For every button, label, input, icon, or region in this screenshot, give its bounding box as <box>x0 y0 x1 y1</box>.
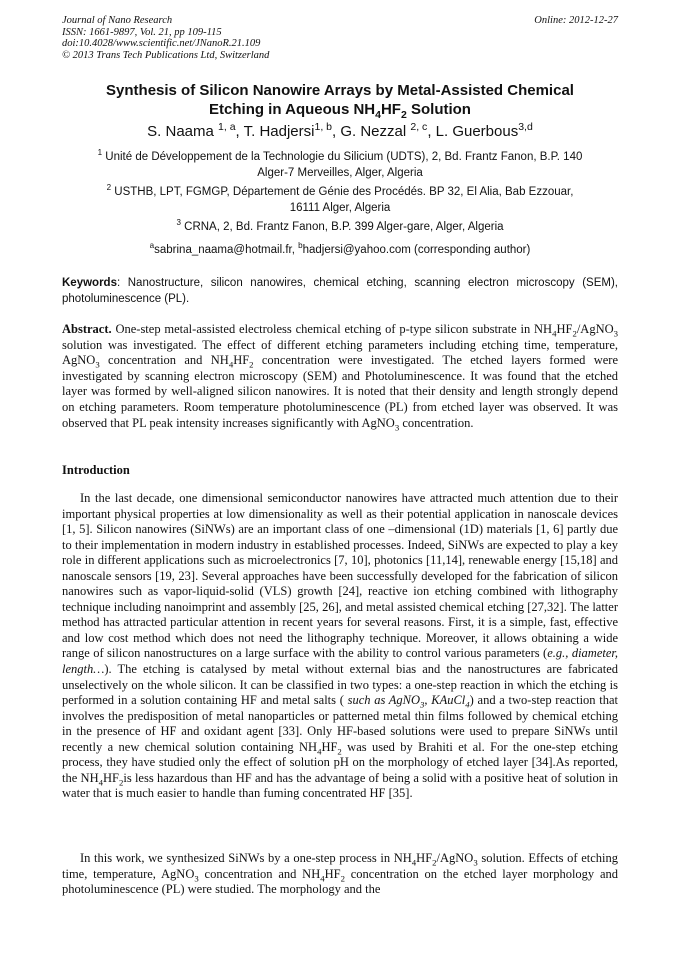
author-list <box>62 123 618 141</box>
abstract: Abstract. One-step metal-assisted electroless chemical etching of p-type silicon substrate in $NH_4HF_2/AgNO_3$ solution was investigated. The effect of different etching parameters including etching time, temperature, AgNO$_3$ concentration and $NH_4HF_2$ concentration were investigated. The etched layers formed were investigated by scanning electron microscopy (SEM) and Photoluminescence. It was found that the etched layer was formed by well-aligned silicon nanowires. It is noted that their density and length strongly depend on etching parameters. Room temperature photoluminescence (PL) from etched layer was observed. It was observed that PL peak intensity increases significantly with AgNO$_3$ concentration. <box>62 322 618 433</box>
online-date: Online: 2012-12-27 <box>534 15 618 26</box>
author: L. Guerbous$^{3,d}$ <box>435 121 533 140</box>
affiliation-3: $^3$ CRNA, 2, Bd. Frantz Fanon, B.P. 399 Alger-gare, Alger, Algeria <box>176 218 504 233</box>
title-line-1: Synthesis of Silicon Nanowire Arrays by Metal-Assisted Chemical <box>106 82 574 99</box>
journal-name: Journal of Nano Research <box>62 15 173 26</box>
title-line-2: Etching in Aqueous $NH_4HF_2$ Solution <box>209 101 471 121</box>
keywords-label: Keywords <box>62 277 117 289</box>
introduction-heading: Introduction <box>62 463 130 477</box>
journal-issn: ISSN: 1661-9897, Vol. 21, pp 109-115 <box>62 26 222 38</box>
email-line: $^a$sabrina_naama@hotmail.fr, $^b$hadjersi@yahoo.com (corresponding author) <box>149 241 531 256</box>
author: T. Hadjersi$^{1, b}$, <box>243 121 341 140</box>
author: S. Naama $^{1, a}$, <box>147 121 244 140</box>
author: G. Nezzal $^{2, c}$, <box>340 121 436 140</box>
email-link[interactable]: hadjersi@yahoo.com (corresponding author) <box>302 244 531 256</box>
journal-copyright: © 2013 Trans Tech Publications Ltd, Switzerland <box>62 49 270 61</box>
intro-paragraph-2: In this work, we synthesized SiNWs by a one-step process in $NH_4HF_2/AgNO_3$ solution. Effects of etching time, temperature, AgNO$_3$ concentration and $NH_4HF_2$ concentration on the etched layer morphology and photoluminescence (PL) were studied. The morphology and the <box>62 851 618 897</box>
intro-paragraph-1: In the last decade, one dimensional semiconductor nanowires have attracted much attention due to their important physical properties at low dimensionality as well as their potential application in nanoscale devices [1, 5]. Silicon nanowires (SiNWs) are an important class of one –dimensional (1D) materials [1, 6] partly due to their implementation in modern industry in established processes. Indeed, SiNWs are expected to play a key role in different applications such as microelectronics [7, 10], photonics [11,14], renewable energy [15,18] and nanoscale sensors [19, 23]. Several approaches have been successfully developed for the fabrication of silicon nanowires such as vapor-liquid-solid (VLS) growth [24], reactive ion etching combined with lithography technique including nanoimprint and assembly [25, 26], and metal assisted chemical etching [27,32]. The latter method has attracted particular attention in recent years for several reasons. First, it is a simple, fast, effective and low cost method which does not need the lithography technique. Moreover, it allows obtaining a wide range of silicon nanostructures on a large surface with the ability to control various parameters (e.g., diameter, length…). The etching is catalysed by metal without external bias and the nanostructures are fabricated unselectively on the whole silicon. It can be classified in two types: a one-step reaction in which the etching is performed in a solution containing HF and metal salts ( such as AgNO$_3$, KAuCl$_4$) and a two-step reaction that involves the predisposition of metal nanoparticles or patterned metal thin films followed by chemical etching in the presence of HF and oxidant agent [33]. Only HF-based solutions were used to prepare SiNWs until recently a new chemical solution containing $NH_4HF_2$ was used by Brahiti et al. For the one-step etching process, they have studied only the effect of solution pH on the morphology of etched layer [34].As reported, the $NH_4HF_2is$ less hazardous than HF and has the advantage of being a solid with a positive heat of solution in water that is much easier to handle than fuming concentrated HF [35]. <box>62 491 619 801</box>
journal-header <box>62 15 618 61</box>
paper-title <box>62 81 618 119</box>
email-link[interactable]: sabrina_naama@hotmail.fr, <box>154 244 299 256</box>
keywords <box>62 276 618 307</box>
abstract-label: Abstract. <box>62 322 112 336</box>
affiliation-2: $^2$ USTHB, LPT, FGMGP, Département de Génie des Procédés. BP 32, El Alia, Bab Ezzouar, 16111 Alger, Algeria <box>106 183 574 214</box>
keywords-text: : Nanostructure, silicon nanowires, chemical etching, scanning electron microscopy (SEM), photoluminescence (PL). <box>62 277 618 305</box>
journal-doi: doi:10.4028/www.scientific.net/JNanoR.21.109 <box>62 38 261 49</box>
affiliation-1: $^1$ Unité de Développement de la Technologie du Silicium (UDTS), 2, Bd. Frantz Fanon, B.P. 140 Alger-7 Merveilles, Alger, Algeria <box>97 148 583 179</box>
